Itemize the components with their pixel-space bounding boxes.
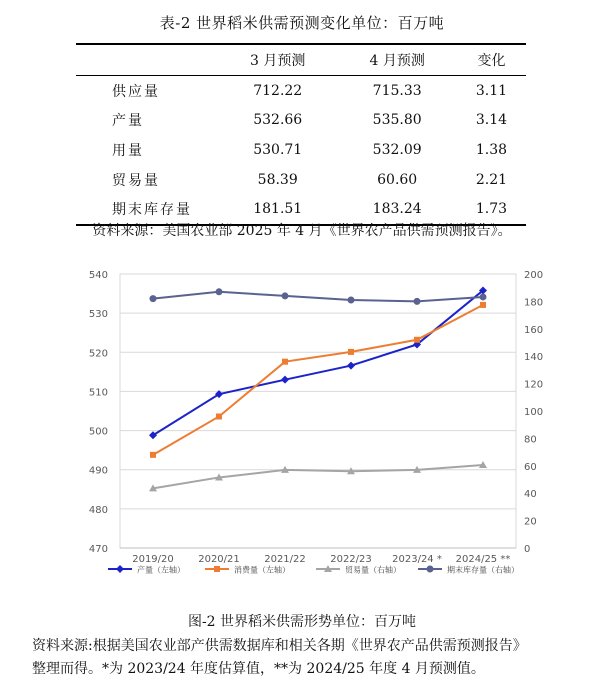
left-axis-tick-label: 480 xyxy=(88,504,108,516)
right-axis-tick-label: 120 xyxy=(524,379,544,391)
series-line-0 xyxy=(153,290,483,435)
right-axis-tick-label: 60 xyxy=(524,461,537,473)
right-axis-tick-label: 140 xyxy=(524,352,544,364)
x-axis-tick-label: 2021/22 xyxy=(264,554,306,565)
data-point-1 xyxy=(216,413,222,419)
data-point-3 xyxy=(282,292,289,299)
header-change: 变化 xyxy=(457,44,526,76)
x-axis-tick-label: 2019/20 xyxy=(132,554,174,565)
legend-marker xyxy=(214,566,220,572)
left-axis-tick-label: 470 xyxy=(88,544,108,555)
cell-change: 1.38 xyxy=(475,141,508,158)
row-label: 用量 xyxy=(112,142,144,159)
cell-march: 530.71 xyxy=(253,141,303,158)
table-title: 表-2 世界稻米供需预测变化单位：百万吨 xyxy=(159,14,445,32)
cell-change: 3.11 xyxy=(475,82,508,99)
x-axis-tick-label: 2022/23 xyxy=(330,554,372,565)
left-axis-tick-label: 500 xyxy=(88,426,108,438)
table-row xyxy=(76,106,526,136)
rice-supply-demand-chart xyxy=(0,258,604,590)
cell-change: 3.14 xyxy=(475,112,508,129)
right-axis-tick-label: 0 xyxy=(524,544,531,555)
figure-source-line1: 资料来源:根据美国农业部产供需数据库和相关各期《世界农产品供需预测报告》 xyxy=(32,638,527,654)
cell-march: 181.51 xyxy=(218,194,337,225)
data-point-3 xyxy=(216,288,223,295)
data-point-3 xyxy=(150,295,157,302)
left-axis-tick-label: 520 xyxy=(88,348,108,360)
cell-march: 532.66 xyxy=(253,112,303,129)
row-label: 供应量 xyxy=(112,83,160,100)
cell-april: 715.33 xyxy=(372,82,422,99)
data-point-0 xyxy=(347,362,355,370)
right-axis-tick-label: 180 xyxy=(524,297,544,309)
supply-demand-table xyxy=(76,43,526,226)
cell-april: 60.60 xyxy=(377,171,418,188)
series-line-1 xyxy=(153,305,483,455)
legend-label: 产量（左轴） xyxy=(137,565,185,575)
table-header-row xyxy=(76,44,526,76)
table-row xyxy=(76,76,526,106)
header-march: 3 月预测 xyxy=(218,44,337,76)
left-axis-tick-label: 530 xyxy=(88,309,108,321)
right-axis-tick-label: 200 xyxy=(524,270,544,281)
cell-april: 532.09 xyxy=(372,141,422,158)
data-point-1 xyxy=(150,452,156,458)
x-axis-tick-label: 2023/24 * xyxy=(392,554,442,565)
data-point-3 xyxy=(480,293,487,300)
data-point-1 xyxy=(414,337,420,343)
data-point-1 xyxy=(348,349,354,355)
series-line-3 xyxy=(153,292,483,302)
data-point-1 xyxy=(282,359,288,365)
data-point-0 xyxy=(281,376,289,384)
cell-april: 183.24 xyxy=(337,194,456,225)
right-axis-tick-label: 20 xyxy=(524,516,537,528)
plot-area xyxy=(120,274,516,548)
right-axis-tick-label: 100 xyxy=(524,407,544,418)
cell-march: 58.39 xyxy=(257,171,298,188)
data-point-1 xyxy=(480,302,486,308)
data-point-3 xyxy=(414,298,421,305)
left-axis-tick-label: 510 xyxy=(88,387,108,399)
right-axis-tick-label: 80 xyxy=(524,434,537,446)
table-row xyxy=(76,135,526,165)
table-source-note: 资料来源：美国农业部 2025 年 4 月《世界农产品供需预测报告》。 xyxy=(92,223,512,239)
legend-label: 消费量（左轴） xyxy=(234,565,290,575)
header-blank xyxy=(76,44,218,76)
left-axis-tick-label: 490 xyxy=(88,465,108,477)
row-label: 期末库存量 xyxy=(76,194,218,225)
cell-change: 1.73 xyxy=(457,194,526,225)
table-row xyxy=(76,165,526,195)
data-point-3 xyxy=(348,297,355,304)
legend-marker xyxy=(427,566,434,573)
figure-source-note xyxy=(32,635,592,681)
cell-april: 535.80 xyxy=(372,112,422,129)
legend-label: 期末库存量（右轴） xyxy=(447,565,519,575)
cell-change: 2.21 xyxy=(475,171,508,188)
right-axis-tick-label: 160 xyxy=(524,324,544,336)
figure-title: 图-2 世界稻米供需形势单位：百万吨 xyxy=(187,614,417,630)
right-axis-tick-label: 40 xyxy=(524,489,537,501)
x-axis-tick-label: 2024/25 ** xyxy=(455,554,511,565)
legend-marker xyxy=(116,565,124,573)
header-april: 4 月预测 xyxy=(337,44,456,76)
legend-label: 贸易量（右轴） xyxy=(345,565,401,575)
row-label: 产量 xyxy=(112,113,144,130)
cell-march: 712.22 xyxy=(253,82,303,99)
figure-source-line2: 整理而得。*为 2023/24 年度估算值，**为 2024/25 年度 4 月预测值。 xyxy=(32,661,485,677)
row-label: 贸易量 xyxy=(112,172,160,189)
x-axis-tick-label: 2020/21 xyxy=(198,554,240,565)
left-axis-tick-label: 540 xyxy=(88,270,108,281)
series-line-2 xyxy=(153,465,483,488)
